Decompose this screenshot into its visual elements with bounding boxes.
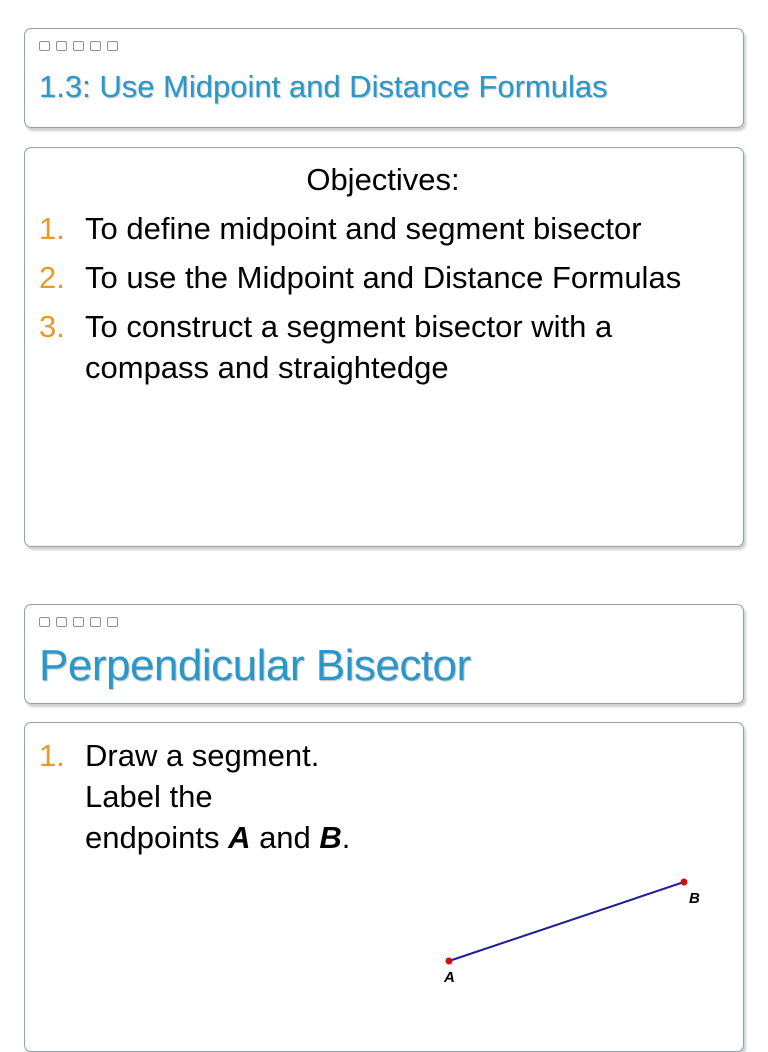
list-item-text: To use the Midpoint and Distance Formulas — [85, 260, 682, 295]
point-b-diagram-label: B — [689, 890, 700, 907]
slide-title: 1.3: Use Midpoint and Distance Formulas — [39, 69, 608, 104]
square-icon — [90, 617, 101, 627]
slide-title-panel — [24, 28, 744, 128]
square-icon — [90, 41, 101, 51]
step-line: and — [250, 820, 320, 855]
square-icon — [39, 617, 50, 627]
list-number: 1. — [39, 211, 65, 246]
segment-diagram — [25, 723, 743, 1023]
point-b — [681, 879, 688, 886]
step-line: endpoints — [85, 820, 229, 855]
list-number: 3. — [39, 309, 65, 344]
square-icon — [73, 617, 84, 627]
step-line: Label the — [85, 779, 213, 814]
list-number: 1. — [39, 738, 65, 773]
slide-decoration-squares — [39, 617, 118, 627]
list-item — [39, 306, 729, 388]
step-line: . — [341, 820, 351, 855]
square-icon — [107, 41, 118, 51]
slide-content-panel — [24, 722, 744, 1052]
point-a — [446, 958, 453, 965]
list-item-text: To define midpoint and segment bisector — [85, 211, 642, 246]
slide-content-panel — [24, 147, 744, 547]
list-item-text: To construct a segment bisector with a compass and straightedge — [85, 309, 613, 385]
step-line: Draw a segment. — [85, 738, 320, 773]
slide-title: Perpendicular Bisector — [39, 641, 471, 690]
point-a-label: A — [228, 820, 251, 855]
objectives-heading: Objectives: — [306, 162, 460, 197]
square-icon — [39, 41, 50, 51]
point-b-label: B — [319, 820, 342, 855]
slide-decoration-squares — [39, 41, 118, 51]
list-number: 2. — [39, 260, 65, 295]
objectives-list — [39, 208, 729, 396]
slide-title-panel — [24, 604, 744, 704]
segment-ab — [449, 882, 684, 961]
square-icon — [56, 41, 67, 51]
square-icon — [107, 617, 118, 627]
list-item — [39, 208, 729, 249]
square-icon — [73, 41, 84, 51]
point-a-diagram-label: A — [444, 969, 455, 986]
list-item — [39, 257, 729, 298]
square-icon — [56, 617, 67, 627]
